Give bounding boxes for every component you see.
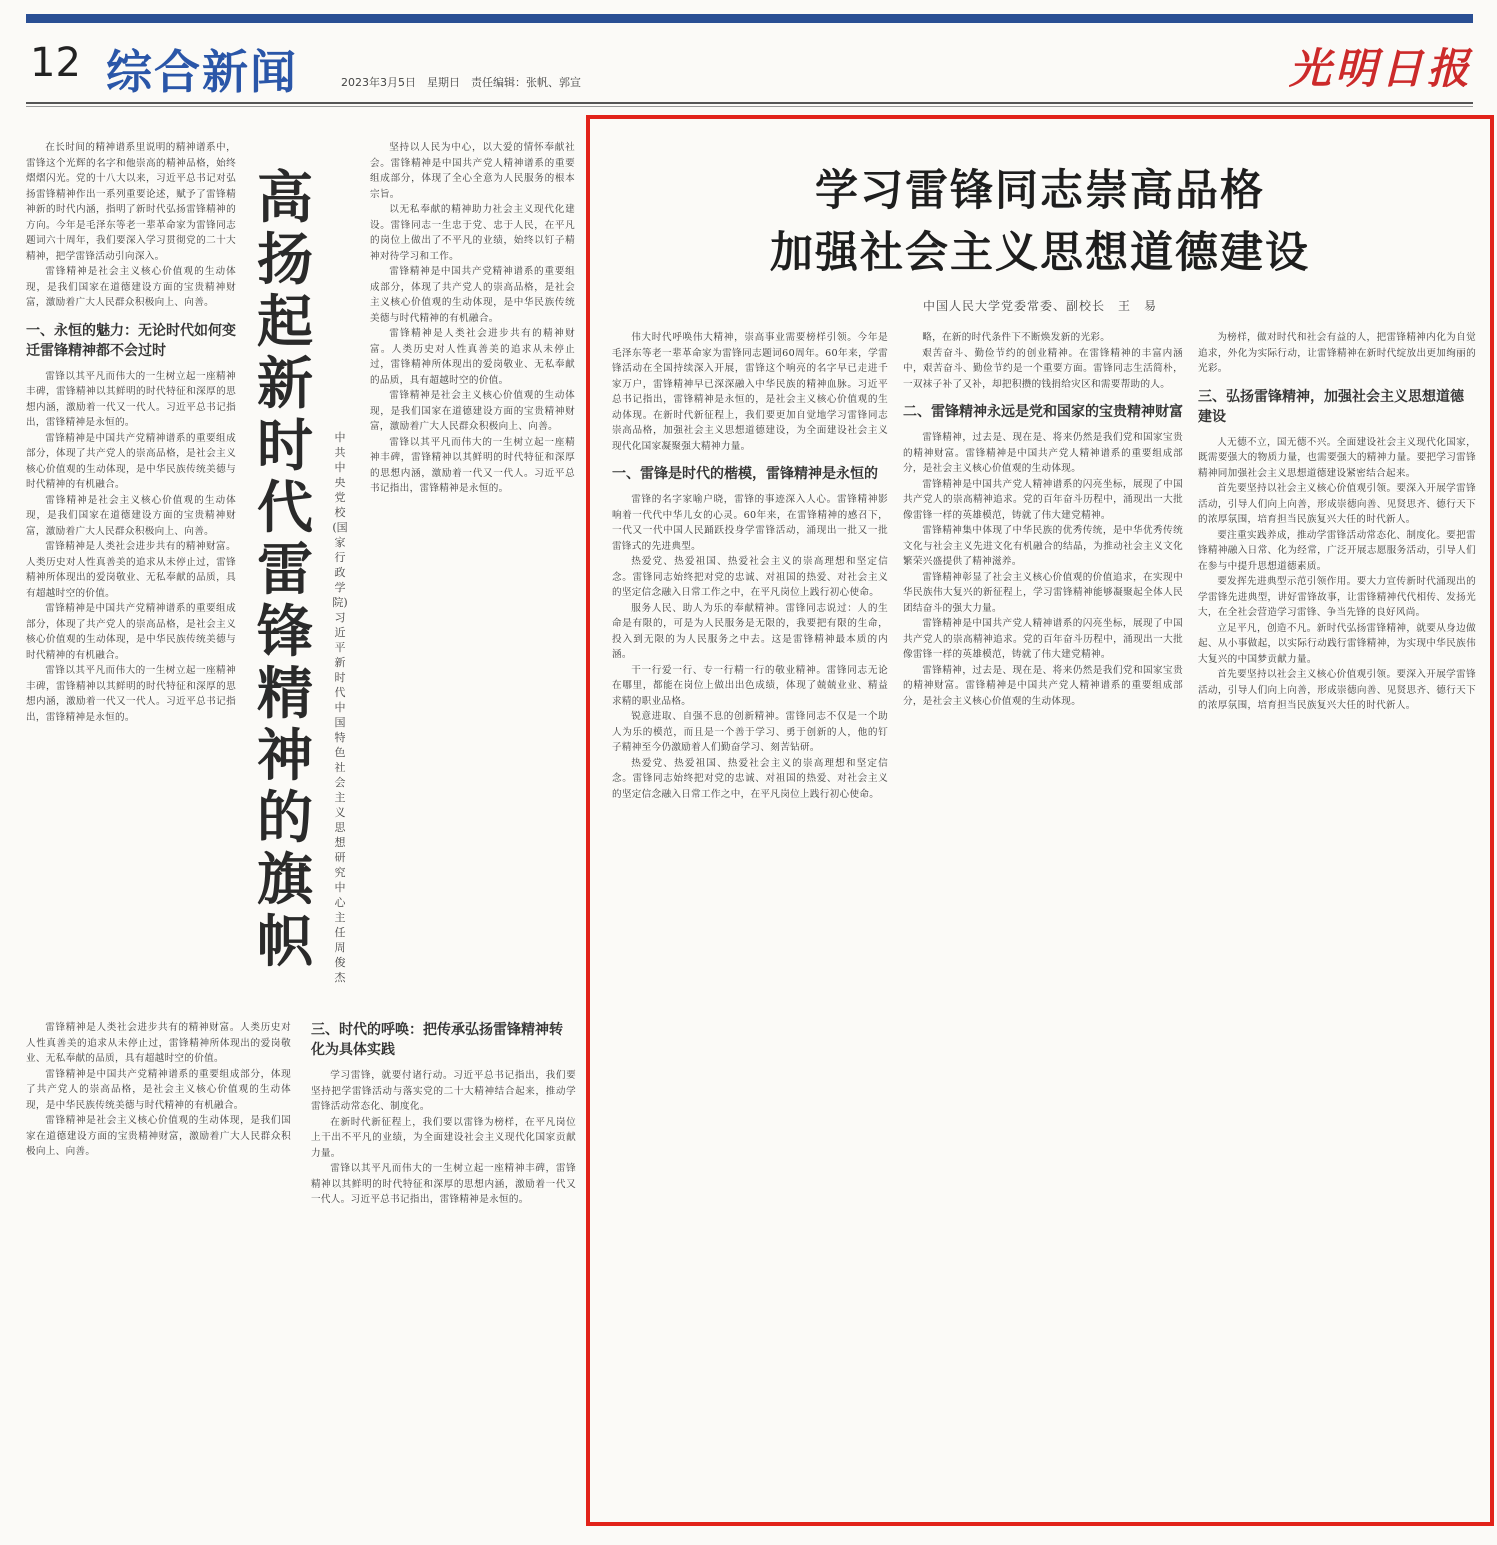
masthead-rule [26,102,1473,104]
main-col1 [612,330,888,1515]
left-p2: 雷锋精神是中国共产党精神谱系的重要组成部分，体现了共产党人的崇高品格，是社会主义核心价值观的生动体现，是中华民族传统美德与时代精神的有机融合。 [26,432,236,490]
left-intro: 在长时间的精神谱系里说明的精神谱系中，雷锋这个光辉的名字和他崇高的精神品格，始终熠熠闪光。党的十八大以来，习近平总书记对弘扬雷锋精神作出一系列重要论述，赋予了雷锋精神新的时代内涵，指明了新时代弘扬雷锋精神的方向。今年是毛泽东等老一辈革命家为雷锋同志题词六十周年，我们要深入学习贯彻党的二十大精神，把学雷锋活动引向深入。 [26,142,236,262]
main-subhead-2: 二、雷锋精神永远是党和国家的宝贵精神财富 [903,404,1183,420]
main-q7: 雷锋精神，过去是、现在是、将来仍然是我们党和国家宝贵的精神财富。雷锋精神是中国共产党人精神谱系的重要组成部分，是社会主义核心价值观的生动体现。 [903,664,1183,707]
main-p5: 锐意进取、自强不息的创新精神。雷锋同志不仅是一个助人为乐的模范，而且是一个善于学习、勇于创新的人，他的钉子精神至今仍激励着人们勤奋学习、刻苦钻研。 [612,711,888,753]
page-number: 12 [30,40,81,86]
left-lower-p1: 雷锋精神是人类社会进步共有的精神财富。人类历史对人性真善美的追求从未停止过，雷锋精神所体现出的爱岗敬业、无私奉献的品质，具有超越时空的价值。 [26,1022,291,1064]
left-article-author: 中共中央党校(国家行政学院)习近平新时代中国特色社会主义思想研究中心主任 周俊杰 [332,431,357,984]
newspaper-logo: 光明日报 [1288,44,1473,93]
main-r4: 要注重实践养成，推动学雷锋活动常态化、制度化。要把雷锋精神融入日常、化为经常，广泛开展志愿服务活动，引导人们在参与中提升思想道德素质。 [1198,529,1476,572]
main-r6: 立足平凡，创造不凡。新时代弘扬雷锋精神，就要从身边做起、从小事做起，以实际行动践行雷锋精神，为实现中华民族伟大复兴的中国梦贡献力量。 [1198,622,1476,665]
section-title: 综合新闻 [106,45,298,99]
masthead [26,30,1473,100]
left-p3: 雷锋精神是社会主义核心价值观的生动体现，是我们国家在道德建设方面的宝贵精神财富，激励着广大人民群众积极向上、向善。 [26,494,236,537]
main-q3: 雷锋精神是中国共产党人精神谱系的闪亮坐标，展现了中国共产党人的崇高精神追求。党的百年奋斗历程中，涌现出一大批像雷锋一样的英雄模范，铸就了伟大建党精神。 [903,478,1183,521]
top-color-bar [26,14,1473,23]
main-byline: 中国人民大学党委常委、副校长 王 易 [922,299,1157,313]
left-lower-p7: 雷锋以其平凡而伟大的一生树立起一座精神丰碑，雷锋精神以其鲜明的时代特征和深厚的思想内涵，激励着一代又一代人。习近平总书记指出，雷锋精神是永恒的。 [311,1163,576,1205]
left-lower-p5: 学习雷锋，就要付诸行动。习近平总书记指出，我们要坚持把学雷锋活动与落实党的二十大精神结合起来，推动学雷锋活动常态化、制度化。 [311,1070,576,1112]
main-subhead-3: 三、弘扬雷锋精神，加强社会主义思想道德建设 [1198,388,1464,425]
main-q5: 雷锋精神彰显了社会主义核心价值观的价值追求，在实现中华民族伟大复兴的新征程上，学习雷锋精神能够凝聚起全体人民团结奋斗的强大力量。 [903,571,1183,614]
main-q6: 雷锋精神是中国共产党人精神谱系的闪亮坐标，展现了中国共产党人的崇高精神追求。党的百年奋斗历程中，涌现出一大批像雷锋一样的英雄模范，铸就了伟大建党精神。 [903,618,1183,660]
main-subhead-1: 一、雷锋是时代的楷模，雷锋精神是永恒的 [612,466,878,482]
main-p3: 服务人民、助人为乐的奉献精神。雷锋同志说过：人的生命是有限的，可是为人民服务是无限的，我要把有限的生命，投入到无限的为人民服务之中去。这是雷锋精神最本质的内涵。 [612,602,888,660]
left-col2-p3: 雷锋精神是中国共产党精神谱系的重要组成部分，体现了共产党人的崇高品格，是社会主义核心价值观的生动体现，是中华民族传统美德与时代精神的有机融合。 [370,266,575,324]
main-r2: 人无德不立，国无德不兴。全面建设社会主义现代化国家，既需要强大的物质力量，也需要强大的精神力量。要把学习雷锋精神同加强社会主义思想道德建设紧密结合起来。 [1198,436,1476,479]
left-article-col2 [370,140,575,1010]
main-p2: 热爱党、热爱祖国、热爱社会主义的崇高理想和坚定信念。雷锋同志始终把对党的忠诚、对祖国的热爱、对社会主义的坚定信念融入日常工作之中，在平凡岗位上践行初心使命。 [612,556,888,598]
main-r1: 为榜样，做对时代和社会有益的人，把雷锋精神内化为自觉追求，外化为实际行动，让雷锋精神在新时代绽放出更加绚丽的光彩。 [1198,332,1476,374]
left-lower-p6: 在新时代新征程上，我们要以雷锋为榜样，在平凡岗位上干出不平凡的业绩，为全面建设社会主义现代化国家贡献力量。 [311,1116,576,1159]
main-headline [620,160,1460,284]
main-p6: 热爱党、热爱祖国、热爱社会主义的崇高理想和坚定信念。雷锋同志始终把对党的忠诚、对祖国的热爱、对社会主义的坚定信念融入日常工作之中，在平凡岗位上践行初心使命。 [612,757,888,800]
left-col2-p5: 雷锋精神是社会主义核心价值观的生动体现，是我们国家在道德建设方面的宝贵精神财富，激励着广大人民群众积极向上、向善。 [370,390,575,432]
left-intro-repeat: 雷锋精神是社会主义核心价值观的生动体现，是我们国家在道德建设方面的宝贵精神财富，激励着广大人民群众积极向上、向善。 [26,266,236,308]
main-col2 [903,330,1183,1515]
left-subhead-1: 一、永恒的魅力：无论时代如何变迁雷锋精神都不会过时 [26,322,236,359]
left-article-title: 高扬起新时代雷锋精神的旗帜 [257,166,313,975]
main-q2: 雷锋精神，过去是、现在是、将来仍然是我们党和国家宝贵的精神财富。雷锋精神是中国共产党人精神谱系的重要组成部分，是社会主义核心价值观的生动体现。 [903,432,1183,474]
left-col2-top: 坚持以人民为中心，以大爱的情怀奉献社会。雷锋精神是中国共产党人精神谱系的重要组成部分，体现了全心全意为人民服务的根本宗旨。 [370,142,575,200]
left-lower-p2: 雷锋精神是中国共产党精神谱系的重要组成部分，体现了共产党人的崇高品格，是社会主义核心价值观的生动体现，是中华民族传统美德与时代精神的有机融合。 [26,1068,291,1111]
main-q1: 艰苦奋斗、勤俭节约的创业精神。在雷锋精神的丰富内涵中，艰苦奋斗、勤俭节约是一个重要方面。雷锋同志生活简朴，一双袜子补了又补，却把积攒的钱捐给灾区和需要帮助的人。 [903,347,1183,390]
main-headline-line2: 加强社会主义思想道德建设 [770,228,1310,278]
main-q4: 雷锋精神集中体现了中华民族的优秀传统，是中华优秀传统文化与社会主义先进文化有机融合的结晶，为推动社会主义文化繁荣兴盛提供了精神滋养。 [903,525,1183,567]
main-p1: 雷锋的名字家喻户晓，雷锋的事迹深入人心。雷锋精神影响着一代代中华儿女的心灵。60年来，在雷锋精神的感召下，一代又一代中国人民踊跃投身学雷锋活动，涌现出一批又一批雷锋式的先进典型。 [612,494,888,552]
main-intro: 伟大时代呼唤伟大精神，崇高事业需要榜样引领。今年是毛泽东等老一辈革命家为雷锋同志题词60周年。60年来，学雷锋活动在全国持续深入开展，雷锋这个响亮的名字早已走进千家万户，雷锋精神早已深深融入中华民族的精神血脉。习近平总书记指出，雷锋精神是永恒的，是社会主义核心价值观的生动体现。在新时代新征程上，我们要更加自觉地学习雷锋同志崇高品格，加强社会主义思想道德建设，为全面建设社会主义现代化国家凝聚强大精神力量。 [612,332,888,452]
main-r7: 首先要坚持以社会主义核心价值观引领。要深入开展学雷锋活动，引导人们向上向善，形成崇德向善、见贤思齐、德行天下的浓厚氛围，培育担当民族复兴大任的时代新人。 [1198,669,1476,711]
left-col2-p2: 以无私奉献的精神助力社会主义现代化建设。雷锋同志一生忠于党、忠于人民，在平凡的岗位上做出了不平凡的业绩，始终以钉子精神对待学习和工作。 [370,204,575,262]
dateline: 2023年3月5日 星期日 责任编辑：张帆、郭宣 [341,76,581,89]
main-p4: 干一行爱一行、专一行精一行的敬业精神。雷锋同志无论在哪里，都能在岗位上做出出色成绩，体现了兢兢业业、精益求精的职业品格。 [612,664,888,707]
main-col3 [1198,330,1476,1515]
masthead-rule-thin [26,106,1473,107]
left-p4: 雷锋精神是人类社会进步共有的精神财富。人类历史对人性真善美的追求从未停止过，雷锋精神所体现出的爱岗敬业、无私奉献的品质，具有超越时空的价值。 [26,541,236,599]
main-col2-top: 略，在新的时代条件下不断焕发新的光彩。 [922,332,1111,343]
left-col2-p4: 雷锋精神是人类社会进步共有的精神财富。人类历史对人性真善美的追求从未停止过，雷锋精神所体现出的爱岗敬业、无私奉献的品质，具有超越时空的价值。 [370,328,575,386]
left-subhead-3: 三、时代的呼唤：把传承弘扬雷锋精神转化为具体实践 [311,1022,563,1058]
left-p5-cont: 雷锋以其平凡而伟大的一生树立起一座精神丰碑，雷锋精神以其鲜明的时代特征和深厚的思想内涵，激励着一代又一代人。习近平总书记指出，雷锋精神是永恒的。 [26,665,236,723]
left-p4-cont: 雷锋精神是中国共产党精神谱系的重要组成部分，体现了共产党人的崇高品格，是社会主义核心价值观的生动体现，是中华民族传统美德与时代精神的有机融合。 [26,603,236,661]
left-p1: 雷锋以其平凡而伟大的一生树立起一座精神丰碑，雷锋精神以其鲜明的时代特征和深厚的思想内涵，激励着一代又一代人。习近平总书记指出，雷锋精神是永恒的。 [26,370,236,428]
main-r3: 首先要坚持以社会主义核心价值观引领。要深入开展学雷锋活动，引导人们向上向善，形成崇德向善、见贤思齐、德行天下的浓厚氛围，培育担当民族复兴大任的时代新人。 [1198,483,1476,525]
left-article-lower [26,1020,576,1540]
left-lower-p3: 雷锋精神是社会主义核心价值观的生动体现，是我们国家在道德建设方面的宝贵精神财富，激励着广大人民群众积极向上、向善。 [26,1115,291,1157]
left-col2-p6: 雷锋以其平凡而伟大的一生树立起一座精神丰碑，雷锋精神以其鲜明的时代特征和深厚的思想内涵，激励着一代又一代人。习近平总书记指出，雷锋精神是永恒的。 [370,436,575,494]
main-r5: 要发挥先进典型示范引领作用。要大力宣传新时代涌现出的学雷锋先进典型，讲好雷锋故事，让雷锋精神代代相传、发扬光大，在全社会营造学习雷锋、争当先锋的良好风尚。 [1198,576,1476,618]
main-headline-line1: 学习雷锋同志崇高品格 [815,166,1265,216]
